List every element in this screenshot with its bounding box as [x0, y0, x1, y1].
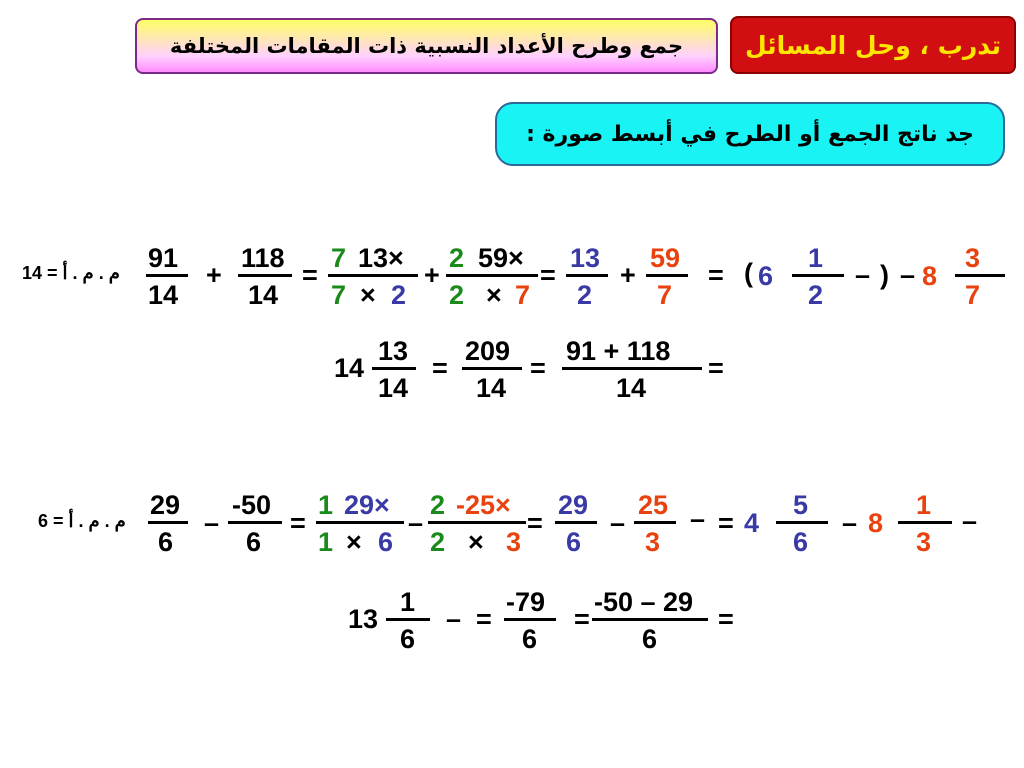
p2-l2-final-num: 1 [400, 587, 416, 617]
p2-neg-sign: – [690, 504, 706, 534]
p1-res1-num: 118 [241, 243, 285, 273]
p1-exp2-bar [328, 274, 418, 277]
p2-l2-eq-3: = [476, 604, 492, 634]
p1-mixed1-den: 7 [965, 280, 981, 310]
p1-paren-open: ( [744, 258, 753, 288]
p2-res2-bar [148, 521, 188, 524]
p1-exp2-den-factor: 7 [331, 280, 347, 310]
p2-l2-sum-den: 6 [642, 624, 658, 654]
p2-l2-final-whole: 13 [348, 604, 379, 634]
p2-l2-res-bar [504, 618, 556, 621]
p2-exp2-den-factor: 1 [318, 527, 334, 557]
p1-res2-den: 14 [148, 280, 179, 310]
p1-l2-final-den: 14 [378, 373, 409, 403]
p1-l2-eq-3: = [432, 353, 448, 383]
p1-eq-3: = [302, 260, 318, 290]
p2-lead-minus: – [962, 506, 978, 536]
p1-plus-1: + [620, 260, 636, 290]
p2-minus-4: – [204, 508, 220, 538]
p2-imp1-num: 25 [638, 490, 669, 520]
p1-eq-1: = [708, 260, 724, 290]
p1-plus-2: + [424, 260, 440, 290]
p1-lcm-note: م . م . أ = 14 [22, 263, 120, 283]
p1-eq-2: = [540, 260, 556, 290]
p2-exp2-num-factor: 1 [318, 490, 334, 520]
p2-l2-res-num: -79 [506, 587, 546, 617]
p1-l2-res-bar [462, 367, 522, 370]
p1-imp2-den: 2 [577, 280, 593, 310]
p1-exp2-num-factor: 7 [331, 243, 347, 273]
p2-exp1-den: 3 [506, 527, 522, 557]
p2-mixed2-whole: 4 [744, 508, 760, 538]
p1-imp1-num: 59 [650, 243, 681, 273]
p1-l2-sum-bar [562, 367, 702, 370]
p2-exp2-den: 6 [378, 527, 394, 557]
p2-res1-num: -50 [232, 490, 272, 520]
p1-exp1-bar [446, 274, 538, 277]
p1-l2-res-num: 209 [465, 336, 511, 366]
p2-mixed1-whole: 8 [868, 508, 884, 538]
p2-lcm-note: م . م . أ = 6 [38, 511, 126, 531]
p1-l2-eq-2: = [530, 353, 546, 383]
p1-mixed1-num: 3 [965, 243, 981, 273]
p1-mixed1-whole: 8 [922, 261, 938, 291]
p2-res1-bar [228, 521, 282, 524]
p1-res2-num: 91 [148, 243, 179, 273]
p1-neg-sign: – [855, 260, 871, 290]
p2-eq-3: = [290, 508, 306, 538]
p1-exp1-times: × [486, 280, 502, 310]
p2-minus: – [842, 508, 858, 538]
p1-minus: – [900, 260, 916, 290]
lesson-title: جمع وطرح الأعداد النسبية ذات المقامات المختلفة [135, 18, 718, 74]
p1-exp2-den: 2 [391, 280, 407, 310]
p2-exp1-num-factor: 2 [430, 490, 446, 520]
p2-mixed1-bar [898, 521, 952, 524]
p1-paren-close: ) [880, 260, 889, 290]
p1-imp2-bar [566, 274, 608, 277]
p2-minus-2: – [610, 508, 626, 538]
p1-l2-final-whole: 14 [334, 353, 365, 383]
p1-exp1-num: 59× [478, 243, 524, 273]
p1-exp2-times: × [360, 280, 376, 310]
p2-eq-2: = [527, 508, 543, 538]
p2-exp1-num: -25× [456, 490, 511, 520]
p2-imp2-den: 6 [566, 527, 582, 557]
p1-exp1-den: 7 [515, 280, 531, 310]
p2-l2-sum-num: -50 – 29 [594, 587, 694, 617]
p2-exp2-num: 29× [344, 490, 390, 520]
p2-l2-final-bar [386, 618, 430, 621]
p2-exp2-bar [316, 521, 404, 524]
p2-mixed2-den: 6 [793, 527, 809, 557]
p2-eq-1: = [718, 508, 734, 538]
p2-exp1-bar [428, 521, 526, 524]
p1-mixed2-whole: 6 [758, 261, 774, 291]
p2-res1-den: 6 [246, 527, 262, 557]
p2-mixed1-num: 1 [916, 490, 932, 520]
p1-l2-sum-num: 91 + 118 [566, 336, 671, 366]
p1-imp2-num: 13 [570, 243, 601, 273]
p2-imp2-num: 29 [558, 490, 589, 520]
p2-mixed2-num: 5 [793, 490, 809, 520]
instruction-banner: جد ناتج الجمع أو الطرح في أبسط صورة : [495, 102, 1005, 166]
p2-l2-sum-bar [592, 618, 708, 621]
p2-l2-eq-1: = [718, 604, 734, 634]
p1-res1-den: 14 [248, 280, 279, 310]
p1-mixed1-bar [955, 274, 1005, 277]
p1-mixed2-den: 2 [808, 280, 824, 310]
p1-l2-sum-den: 14 [616, 373, 647, 403]
p1-mixed2-bar [792, 274, 844, 277]
p2-res2-num: 29 [150, 490, 181, 520]
practice-badge: تدرب ، وحل المسائل [730, 16, 1016, 74]
p1-exp1-den-factor: 2 [449, 280, 465, 310]
p1-exp1-num-factor: 2 [449, 243, 465, 273]
p1-l2-final-bar [372, 367, 416, 370]
p2-minus-3: – [408, 508, 424, 538]
p2-mixed1-den: 3 [916, 527, 932, 557]
p1-plus-3: + [206, 260, 222, 290]
p2-imp2-bar [555, 521, 597, 524]
p1-imp1-den: 7 [657, 280, 673, 310]
p2-l2-minus: – [446, 604, 462, 634]
p2-exp1-times: × [468, 527, 484, 557]
p2-res2-den: 6 [158, 527, 174, 557]
p2-imp1-bar [634, 521, 676, 524]
p1-exp2-num: 13× [358, 243, 404, 273]
p1-l2-final-num: 13 [378, 336, 409, 366]
p1-res1-bar [238, 274, 292, 277]
p1-imp1-bar [646, 274, 688, 277]
p1-res2-bar [146, 274, 188, 277]
p2-l2-eq-2: = [574, 604, 590, 634]
p1-mixed2-num: 1 [808, 243, 824, 273]
p1-l2-res-den: 14 [476, 373, 507, 403]
p2-mixed2-bar [776, 521, 828, 524]
p2-exp2-times: × [346, 527, 362, 557]
p2-l2-res-den: 6 [522, 624, 538, 654]
p2-exp1-den-factor: 2 [430, 527, 446, 557]
p1-l2-eq-1: = [708, 353, 724, 383]
p2-l2-final-den: 6 [400, 624, 416, 654]
p2-imp1-den: 3 [645, 527, 661, 557]
